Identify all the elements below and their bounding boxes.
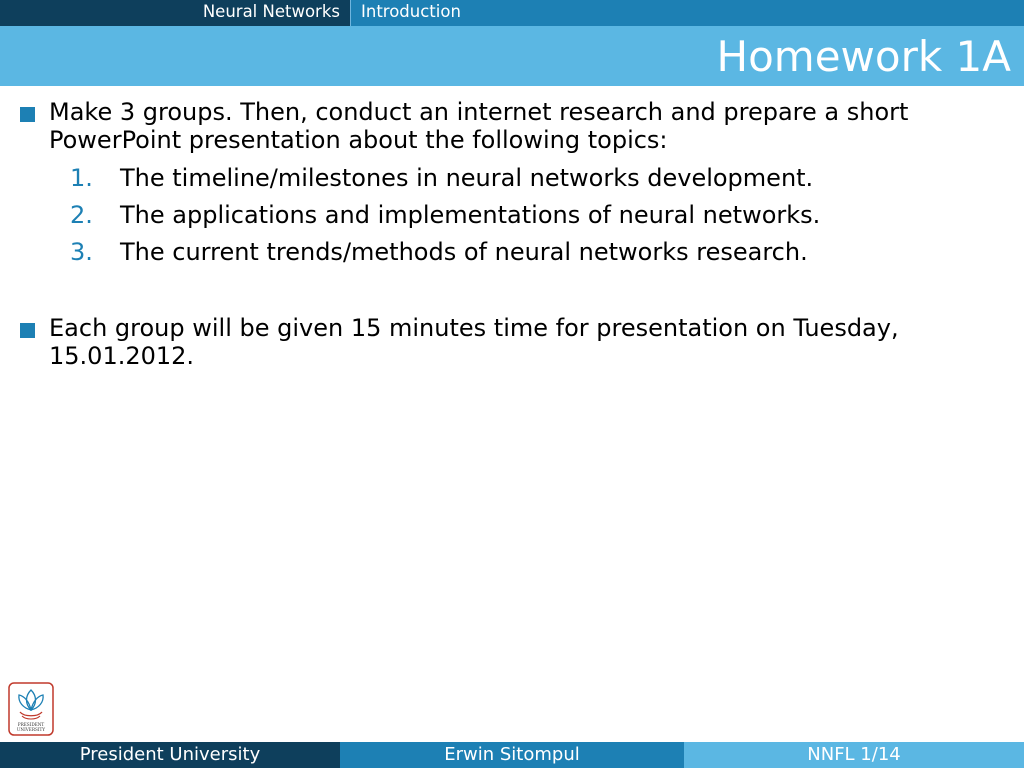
footer-institution: President University [0,742,340,768]
nav-section-label: Neural Networks [202,2,340,21]
president-university-logo-icon [8,682,54,736]
square-bullet-icon [20,323,35,338]
list-item-text: The timeline/milestones in neural networks development. [120,164,814,192]
bullet-text: Make 3 groups. Then, conduct an internet research and prepare a short PowerPoint presentation about the following topics: [49,98,909,154]
list-item [70,201,990,238]
top-navigation-bar [0,0,1024,26]
logo-caption-line1: PRESIDENT [17,722,45,727]
logo-caption-line2: UNIVERSITY [16,727,46,732]
footer-bar [0,742,1024,768]
slide-title: Homework 1A [716,32,1011,81]
footer-author: Erwin Sitompul [340,742,684,768]
list-item-number: 2. [70,201,93,229]
footer-page-number: NNFL 1/14 [684,742,1024,768]
nav-subsection-label: Introduction [361,2,461,21]
square-bullet-icon [20,107,35,122]
list-item [70,164,990,201]
numbered-list [70,164,990,275]
bullet-item-presentation [20,314,1010,370]
list-item-text: The current trends/methods of neural networks research. [120,238,808,266]
title-bar [0,26,1024,86]
bullet-item-groups [20,98,1010,154]
list-item [70,238,990,275]
list-item-text: The applications and implementations of neural networks. [120,201,821,229]
nav-section[interactable] [0,0,351,26]
list-item-number: 1. [70,164,93,192]
university-logo [8,682,54,736]
bullet-text: Each group will be given 15 minutes time for presentation on Tuesday, 15.01.2012. [49,314,899,370]
nav-subsection[interactable] [351,0,1024,26]
list-item-number: 3. [70,238,93,266]
